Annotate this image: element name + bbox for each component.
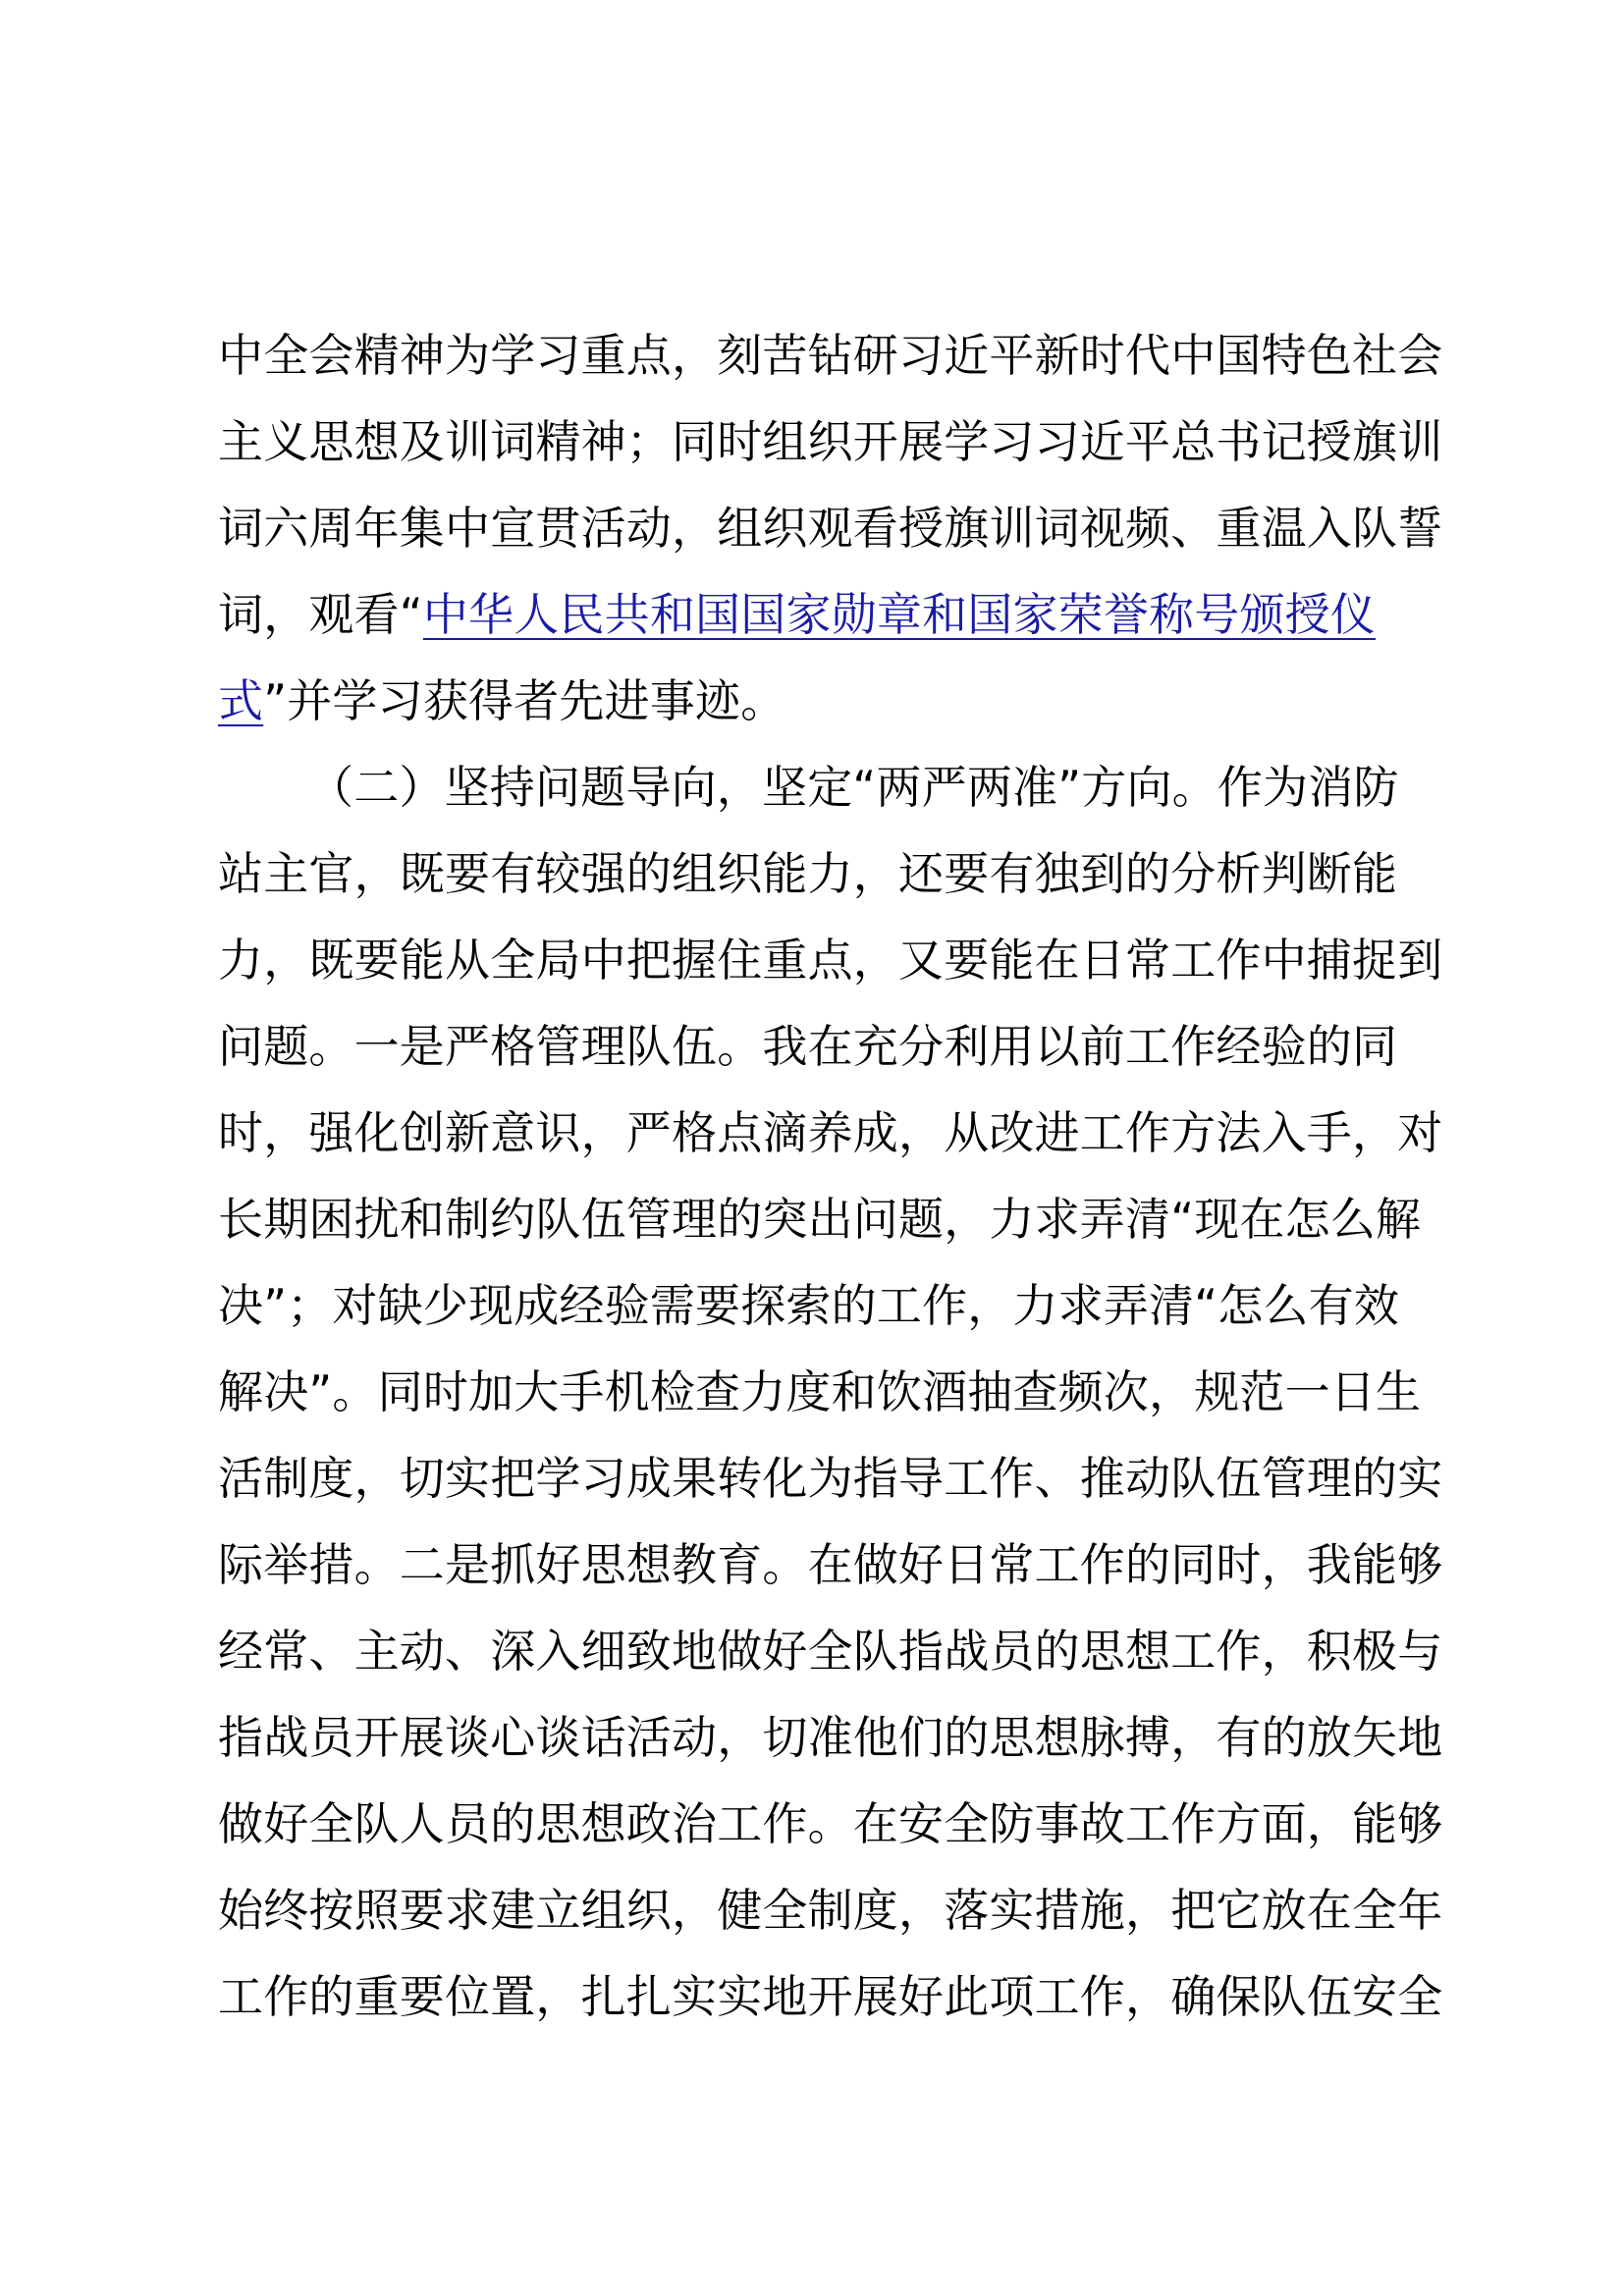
text-line: 中全会精神为学习重点，刻苦钻研习近平新时代中国特色社会	[218, 329, 1443, 382]
text-line: 时，强化创新意识，严格点滴养成，从改进工作方法入手，对	[218, 1106, 1443, 1159]
text-line: 主义思想及训词精神；同时组织开展学习习近平总书记授旗训	[218, 415, 1443, 468]
document-body	[218, 312, 1443, 2040]
paragraph-study-activities	[218, 312, 1443, 744]
text-line: 站主官，既要有较强的组织能力，还要有独到的分析判断能	[218, 847, 1398, 900]
text-line: 指战员开展谈心谈话活动，切准他们的思想脉搏，有的放矢地	[218, 1711, 1443, 1764]
text-line: 决”；对缺少现成经验需要探索的工作，力求弄清“怎么有效	[218, 1279, 1400, 1332]
text-line: 问题。一是严格管理队伍。我在充分利用以前工作经验的同	[218, 1020, 1398, 1073]
text-line: 际举措。二是抓好思想教育。在做好日常工作的同时，我能够	[218, 1538, 1443, 1591]
text-line: 做好全队人员的思想政治工作。在安全防事故工作方面，能够	[218, 1797, 1443, 1850]
text-line: 解决”。同时加大手机检查力度和饮酒抽查频次，规范一日生	[218, 1365, 1422, 1418]
text-line: 活制度，切实把学习成果转化为指导工作、推动队伍管理的实	[218, 1452, 1443, 1505]
text-line: 词六周年集中宣贯活动，组织观看授旗训词视频、重温入队誓	[218, 502, 1443, 555]
text-segment: ”并学习获得者先进事迹。	[263, 674, 786, 727]
text-segment: 词，观看“	[218, 588, 423, 641]
text-line: 力，既要能从全局中把握住重点，又要能在日常工作中捕捉到	[218, 934, 1443, 987]
text-line: 工作的重要位置，扎扎实实地开展好此项工作，确保队伍安全	[218, 1970, 1443, 2023]
text-line	[218, 571, 1435, 658]
paragraph-problem-oriented	[218, 744, 1443, 2040]
section-heading-line: （二）坚持问题导向，坚定“两严两准”方向。作为消防	[308, 761, 1399, 814]
text-line: 经常、主动、深入细致地做好全队指战员的思想工作，积极与	[218, 1625, 1443, 1678]
text-line: 长期困扰和制约队伍管理的突出问题，力求弄清“现在怎么解	[218, 1193, 1422, 1246]
text-line: 始终按照要求建立组织，健全制度，落实措施，把它放在全年	[218, 1884, 1443, 1937]
text-line	[218, 658, 1435, 744]
hyperlink-ceremony-title-end[interactable]: 式	[218, 674, 264, 727]
hyperlink-ceremony-title[interactable]: 中华人民共和国国家勋章和国家荣誉称号颁授仪	[422, 588, 1377, 641]
